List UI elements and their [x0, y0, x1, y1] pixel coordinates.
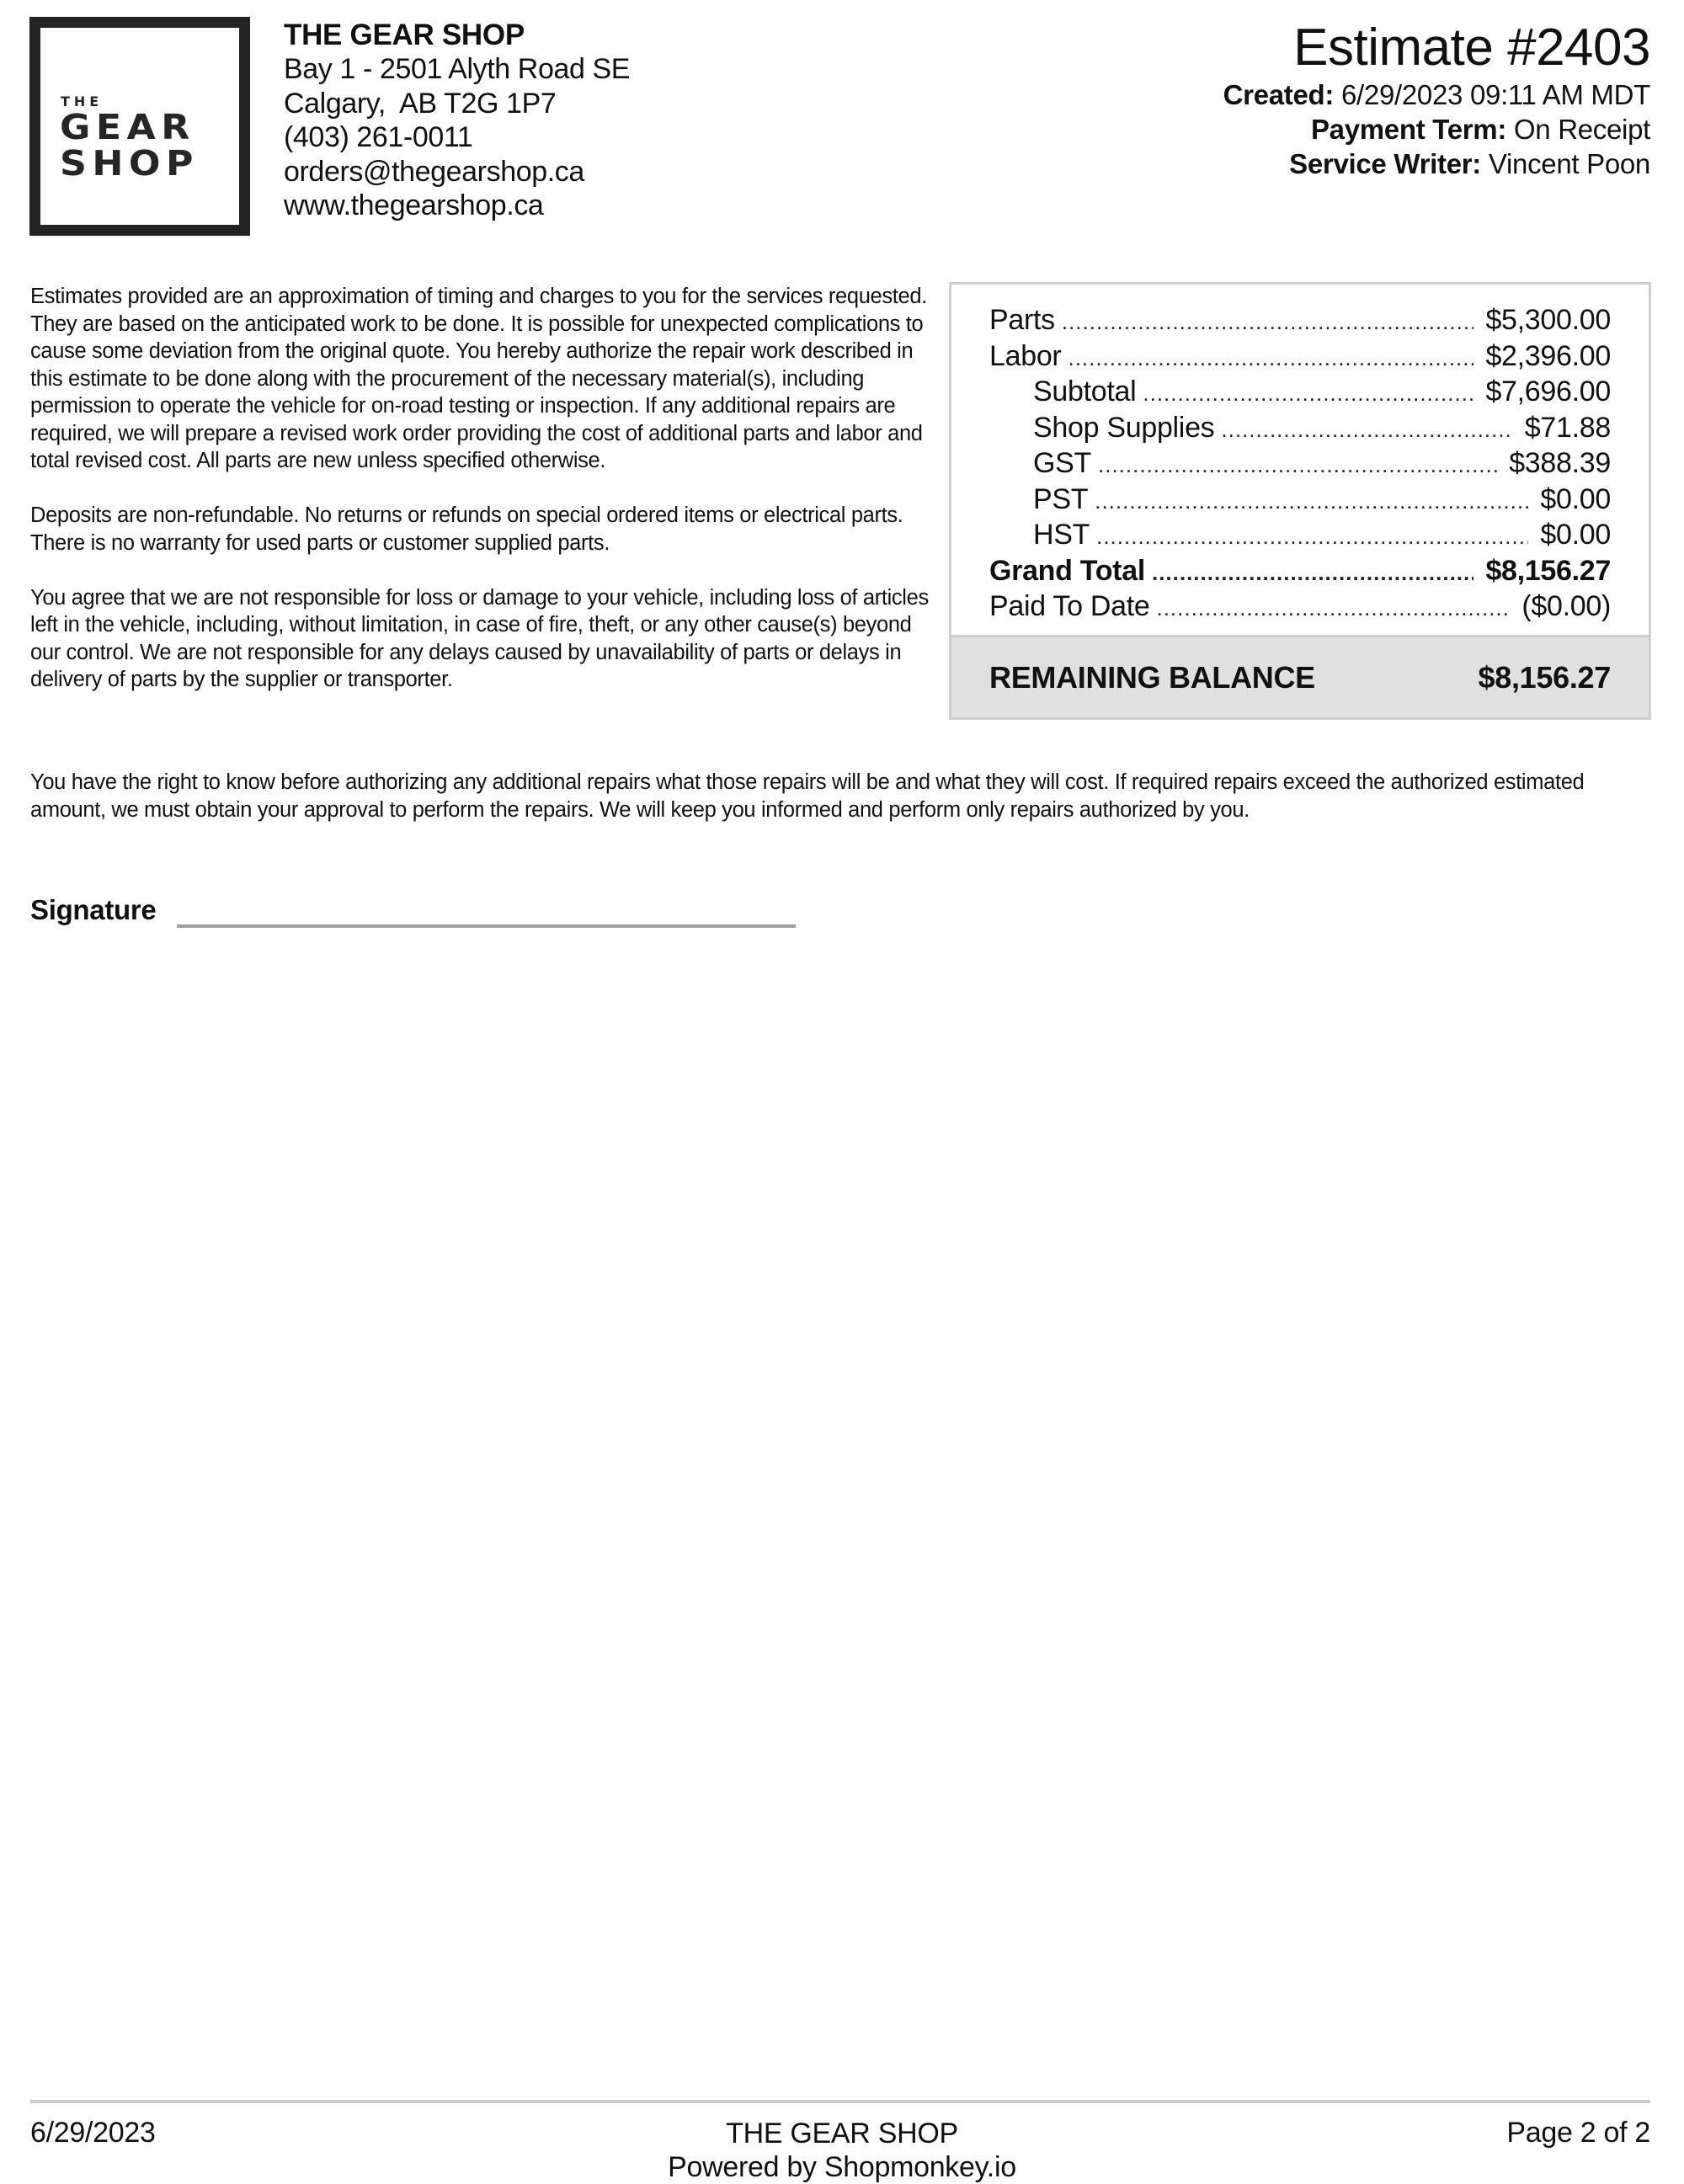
dot-leader: [1062, 305, 1474, 339]
dot-leader: [1068, 341, 1474, 376]
service-writer-value: Vincent Poon: [1488, 148, 1650, 179]
shop-phone: (403) 261-0011: [284, 121, 473, 153]
created-label: Created:: [1223, 79, 1335, 110]
signature-label: Signature: [30, 894, 157, 925]
shop-website: www.thegearshop.ca: [284, 189, 544, 221]
footer-center: [0, 2117, 1684, 2184]
totals-row-label: Subtotal: [1033, 376, 1137, 408]
dot-leader: [1152, 556, 1474, 590]
footer-shop-name: THE GEAR SHOP: [726, 2117, 958, 2149]
shop-address-line1: Bay 1 - 2501 Alyth Road SE: [284, 53, 631, 85]
totals-row-label: PST: [1033, 482, 1089, 515]
totals-box: [949, 282, 1651, 720]
dot-leader: [1221, 413, 1512, 447]
totals-row-hst: [989, 518, 1611, 554]
footer-divider: [30, 2100, 1650, 2103]
service-writer-label: Service Writer:: [1289, 148, 1481, 179]
totals-row-subtotal: [989, 375, 1611, 411]
dot-leader: [1098, 448, 1497, 482]
logo-wordmark: [60, 93, 199, 184]
disclaimer: [30, 283, 931, 721]
totals-row-value: $5,300.00: [1485, 304, 1611, 336]
totals-row-value: $388.39: [1509, 447, 1611, 479]
estimate-header: [1223, 19, 1650, 181]
dot-leader: [1095, 484, 1528, 519]
dot-leader: [1143, 376, 1474, 411]
totals-row-value: $0.00: [1540, 482, 1611, 515]
totals-row-label: Shop Supplies: [1033, 411, 1215, 444]
disclaimer-paragraph: Deposits are non-refundable. No returns or refunds on special ordered items or electrical parts. There is no warranty for used parts or customer supplied parts.: [30, 503, 903, 555]
remaining-balance-label: REMAINING BALANCE: [989, 659, 1315, 695]
totals-row-label: Grand Total: [989, 554, 1145, 587]
totals-row-parts: [989, 303, 1611, 339]
shop-logo: [29, 17, 250, 236]
rights-notice: You have the right to know before authorizing any additional repairs what those repairs will be and what they will cost. If required repairs exceed the authorized estimated amount, we must obtain your approval to perform the repairs. We will keep you informed and perform only repairs authorized by you.: [30, 770, 1585, 822]
totals-rows: [989, 303, 1611, 626]
totals-row-shop-supplies: [989, 411, 1611, 447]
totals-row-label: Labor: [989, 339, 1062, 372]
footer-date: 6/29/2023: [30, 2117, 156, 2149]
totals-row-gst: [989, 446, 1611, 482]
remaining-balance-band: [951, 635, 1649, 717]
dot-leader: [1096, 519, 1528, 554]
estimate-title: Estimate #2403: [1293, 19, 1650, 77]
payment-term-line: [1223, 112, 1650, 146]
totals-row-label: Parts: [989, 304, 1055, 336]
shop-address-line2: Calgary, AB T2G 1P7: [284, 87, 557, 120]
totals-row-value: $7,696.00: [1485, 376, 1611, 408]
payment-term-label: Payment Term:: [1310, 114, 1507, 145]
totals-row-pst: [989, 482, 1611, 519]
logo-text-the: THE: [61, 93, 104, 109]
totals-row-label: GST: [1033, 447, 1091, 479]
totals-row-labor: [989, 339, 1611, 376]
totals-row-label: HST: [1033, 519, 1090, 551]
totals-row-value: $71.88: [1524, 411, 1611, 444]
disclaimer-paragraph: Estimates provided are an approximation of timing and charges to you for the services requested. They are based on the anticipated work to be done. It is possible for unexpected complications to cause some deviation from the original quote. You hereby authorize the repair work described in this estimate to be done along with the procurement of the necessary material(s), including permission to operate the vehicle for on-road testing or inspection. If any additional repairs are required, we will prepare a revised work order providing the cost of additional parts and labor and total revised cost. All parts are new unless specified otherwise.: [30, 285, 927, 472]
shop-name: THE GEAR SHOP: [284, 19, 525, 51]
totals-row-value: $0.00: [1540, 519, 1611, 551]
logo-text-shop: SHOP: [60, 143, 199, 184]
totals-row-value: ($0.00): [1521, 590, 1611, 622]
totals-row-value: $8,156.27: [1485, 554, 1611, 587]
shop-email: orders@thegearshop.ca: [284, 155, 584, 188]
payment-term-value: On Receipt: [1513, 114, 1650, 145]
footer-page-number: Page 2 of 2: [1506, 2117, 1650, 2149]
totals-row-grand-total: [989, 554, 1611, 590]
service-writer-line: [1223, 146, 1650, 181]
created-value: 6/29/2023 09:11 AM MDT: [1340, 79, 1650, 110]
totals-row-value: $2,396.00: [1485, 339, 1611, 372]
signature-line[interactable]: [177, 924, 796, 928]
disclaimer-paragraph: You agree that we are not responsible for loss or damage to your vehicle, including loss of articles left in the vehicle, including, without limitation, in case of fire, theft, or any other cause(s) beyond our control. We are not responsible for any delays caused by unavailability of parts or delays in delivery of parts by the supplier or transporter.: [30, 585, 929, 691]
dot-leader: [1156, 591, 1510, 626]
logo-text-gear: GEAR: [60, 107, 195, 147]
remaining-balance-value: $8,156.27: [1478, 659, 1611, 695]
shop-info: [284, 19, 630, 223]
footer-powered-by: Powered by Shopmonkey.io: [668, 2151, 1016, 2183]
created-line: [1223, 77, 1650, 112]
totals-row-paid-to-date: [989, 589, 1611, 626]
totals-row-label: Paid To Date: [989, 590, 1150, 622]
